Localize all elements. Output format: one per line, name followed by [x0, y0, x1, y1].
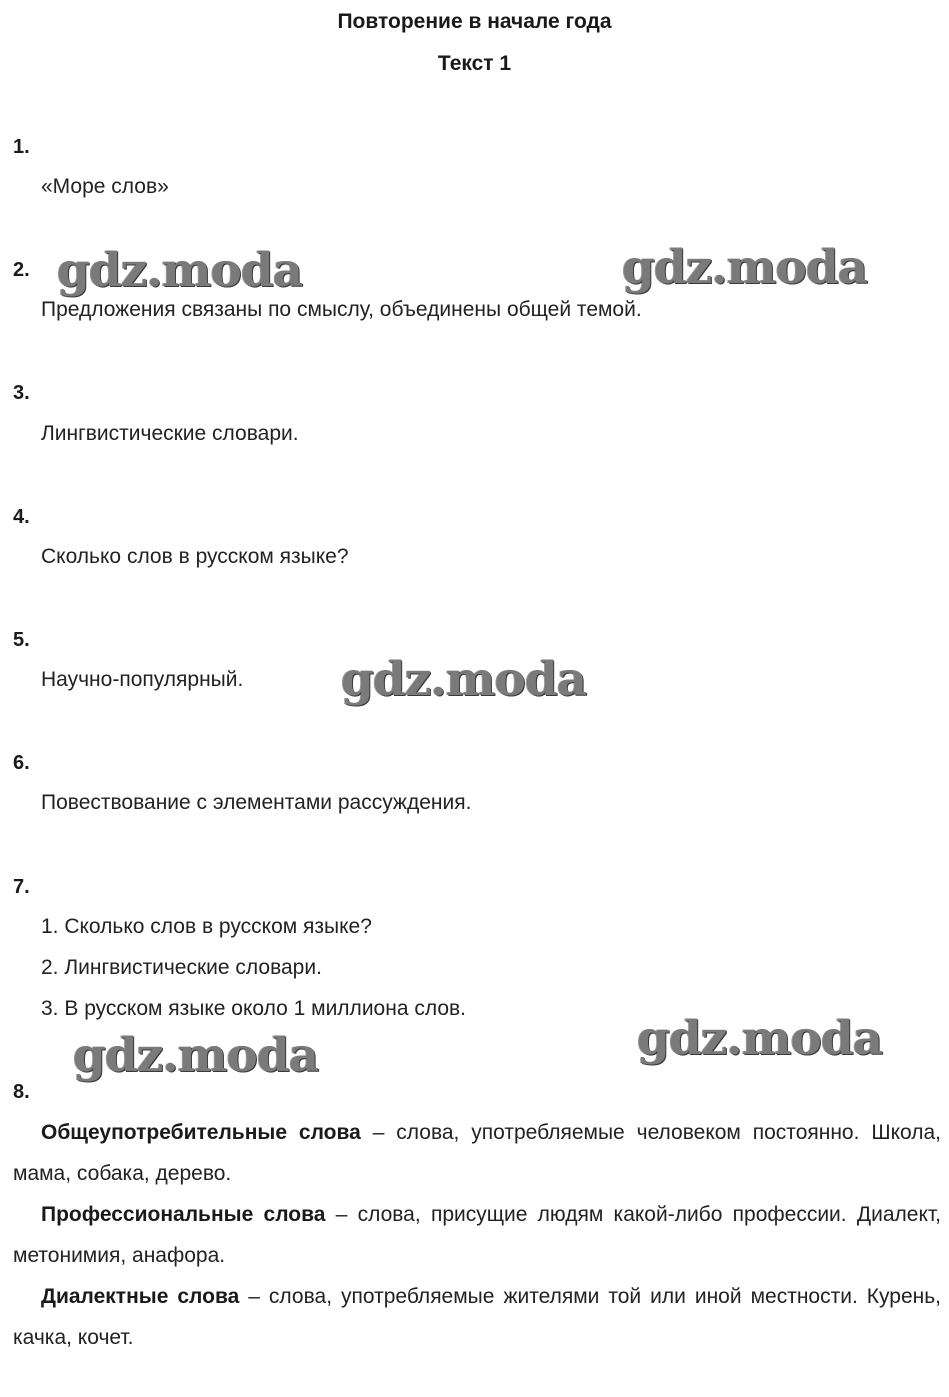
question-number: 1. [13, 136, 30, 158]
definition-term: Профессиональные слова [41, 1203, 326, 1226]
question-number: 6. [13, 752, 30, 774]
definition-text: – слова, употребляемые человеком постоянно. Школа, мама, собака, дерево. [13, 1121, 942, 1185]
watermark: gdz.moda [637, 1011, 883, 1066]
question-number: 8. [13, 1081, 30, 1103]
watermark: gdz.moda [73, 1028, 319, 1083]
definition-text: – слова, употребляемые жителями той или иной местности. Курень, качка, кочет. [13, 1285, 941, 1349]
definition-paragraph [13, 1194, 941, 1276]
watermark: gdz.moda [622, 240, 868, 295]
plan-item: 3. В русском языке около 1 миллиона слов. [41, 997, 466, 1020]
question-number: 7. [13, 876, 30, 898]
definition-paragraph [13, 1276, 941, 1358]
answer-text: Сколько слов в русском языке? [41, 545, 349, 568]
definition-text: – слова, присущие людям какой-либо профессии. Диалект, метонимия, анафора. [13, 1203, 941, 1267]
page-title: Повторение в начале года [337, 10, 612, 33]
watermark: gdz.moda [341, 652, 587, 707]
definition-paragraph [13, 1112, 941, 1194]
answer-text: Научно-популярный. [41, 668, 244, 691]
answer-text: Повествование с элементами рассуждения. [41, 791, 472, 814]
question-number: 2. [13, 259, 30, 281]
question-number: 3. [13, 382, 30, 404]
page-subtitle: Текст 1 [437, 52, 512, 75]
answer-text: Предложения связаны по смыслу, объединены общей темой. [41, 298, 642, 321]
answer-text: Лингвистические словари. [41, 422, 299, 445]
plan-item: 2. Лингвистические словари. [41, 956, 322, 979]
question-number: 4. [13, 506, 30, 528]
definition-term: Общеупотребительные слова [41, 1121, 361, 1144]
definition-term: Диалектные слова [41, 1285, 240, 1308]
watermark: gdz.moda [57, 243, 303, 298]
answer-text: «Море слов» [41, 175, 169, 198]
question-number: 5. [13, 629, 30, 651]
plan-item: 1. Сколько слов в русском языке? [41, 915, 372, 938]
